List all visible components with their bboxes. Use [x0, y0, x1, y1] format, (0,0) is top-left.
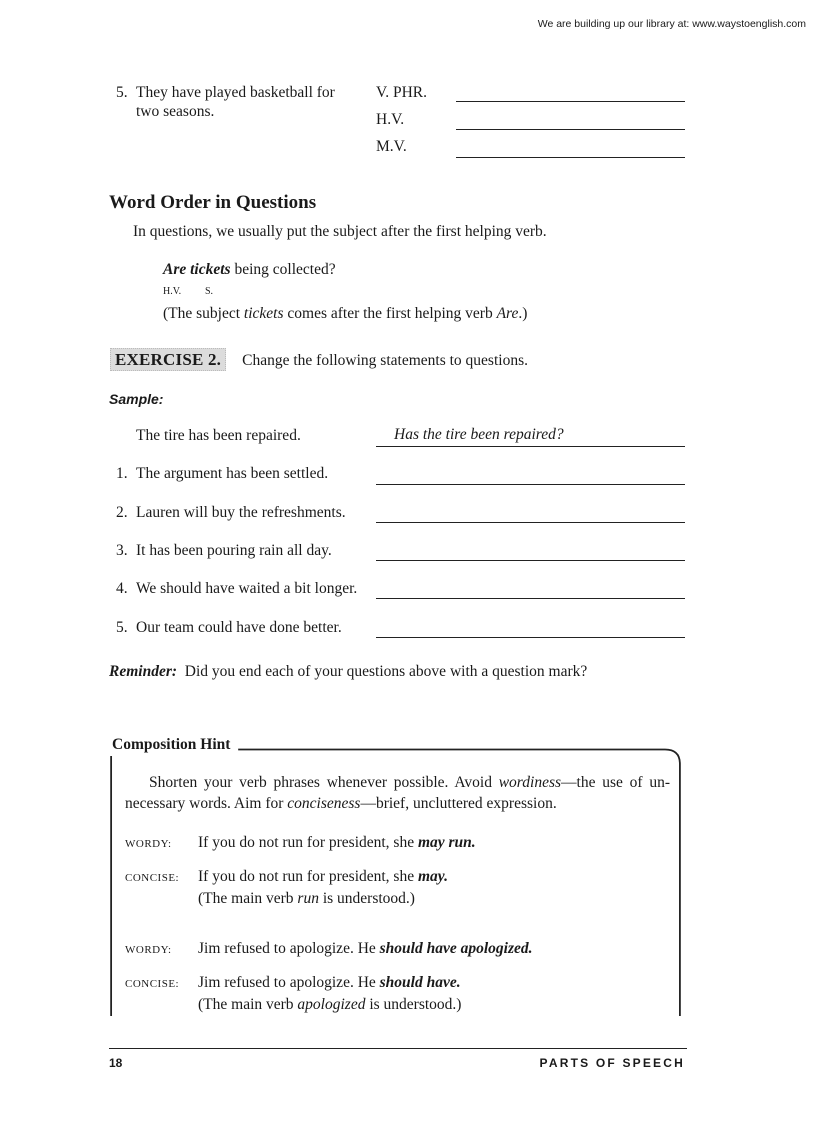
example-explanation: (The subject tickets comes after the first helping verb Are.) — [163, 305, 528, 322]
page-number: 18 — [109, 1056, 123, 1070]
item-1-text: The argument has been settled. — [136, 465, 329, 482]
exercise-label: EXERCISE 2. — [110, 348, 226, 371]
reminder-label: Reminder: — [109, 663, 178, 680]
ex2-concise-label: CONCISE: — [125, 978, 180, 990]
answer-line-hv[interactable] — [456, 129, 685, 130]
exercise-instruction: Change the following statements to questions. — [242, 352, 528, 369]
sample-statement: The tire has been repaired. — [136, 427, 301, 444]
item-1-number: 1. — [116, 465, 128, 482]
sample-label: Sample: — [109, 391, 164, 407]
item-2-answer-line[interactable] — [376, 522, 685, 523]
example-bold: Are tickets — [163, 261, 231, 278]
ex1-wordy-sentence: If you do not run for president, she may run. — [198, 834, 476, 851]
exercise-heading — [110, 350, 528, 370]
example-question — [163, 261, 336, 279]
ex1-wordy-label: WORDY: — [125, 838, 172, 850]
composition-hint-paragraph: Shorten your verb phrases whenever possible. Avoid wordiness—the use of un- necessary words. Aim for conciseness—brief, uncluttered expression. — [125, 774, 670, 812]
example-rest: being collected? — [230, 261, 336, 278]
item-3-text: It has been pouring rain all day. — [136, 542, 332, 559]
item-2-number: 2. — [116, 504, 128, 521]
item-4-answer-line[interactable] — [376, 598, 685, 599]
item-5-answer-line[interactable] — [376, 637, 685, 638]
header-note: We are building up our library at: www.waystoenglish.com — [537, 18, 806, 30]
ex1-note: (The main verb run is understood.) — [198, 890, 415, 907]
item-2-text: Lauren will buy the refreshments. — [136, 504, 346, 521]
label-v-phr: V. PHR. — [376, 84, 427, 101]
item-4-text: We should have waited a bit longer. — [136, 580, 358, 597]
footer-rule — [109, 1048, 687, 1049]
reminder — [109, 663, 587, 681]
label-mv: M.V. — [376, 138, 407, 155]
prev-item-line1: They have played basketball for — [136, 84, 335, 101]
ex1-concise-label: CONCISE: — [125, 872, 180, 884]
item-4-number: 4. — [116, 580, 128, 597]
ex2-note: (The main verb apologized is understood.) — [198, 996, 462, 1013]
answer-line-v-phr[interactable] — [456, 101, 685, 102]
ex1-concise-sentence: If you do not run for president, she may. — [198, 868, 448, 885]
footer-section-title: PARTS OF SPEECH — [539, 1056, 685, 1070]
word-order-intro: In questions, we usually put the subject after the first helping verb. — [133, 223, 547, 240]
item-3-number: 3. — [116, 542, 128, 559]
prev-item-number: 5. — [116, 84, 128, 101]
item-3-answer-line[interactable] — [376, 560, 685, 561]
answer-line-mv[interactable] — [456, 157, 685, 158]
prev-item-line2: two seasons. — [136, 103, 215, 120]
example-label-s: S. — [205, 286, 214, 297]
item-1-answer-line[interactable] — [376, 484, 685, 485]
ex2-wordy-sentence: Jim refused to apologize. He should have apologized. — [198, 940, 533, 957]
label-hv: H.V. — [376, 111, 405, 128]
section-title: Word Order in Questions — [109, 192, 317, 213]
sample-answer: Has the tire been repaired? — [394, 426, 564, 443]
item-5-number: 5. — [116, 619, 128, 636]
reminder-text: Did you end each of your questions above with a question mark? — [184, 663, 588, 680]
sample-answer-line — [376, 446, 685, 447]
item-5-text: Our team could have done better. — [136, 619, 342, 636]
composition-hint-title: Composition Hint — [112, 736, 234, 754]
example-label-hv: H.V. — [163, 286, 182, 297]
ex2-concise-sentence: Jim refused to apologize. He should have. — [198, 974, 461, 991]
ex2-wordy-label: WORDY: — [125, 944, 172, 956]
